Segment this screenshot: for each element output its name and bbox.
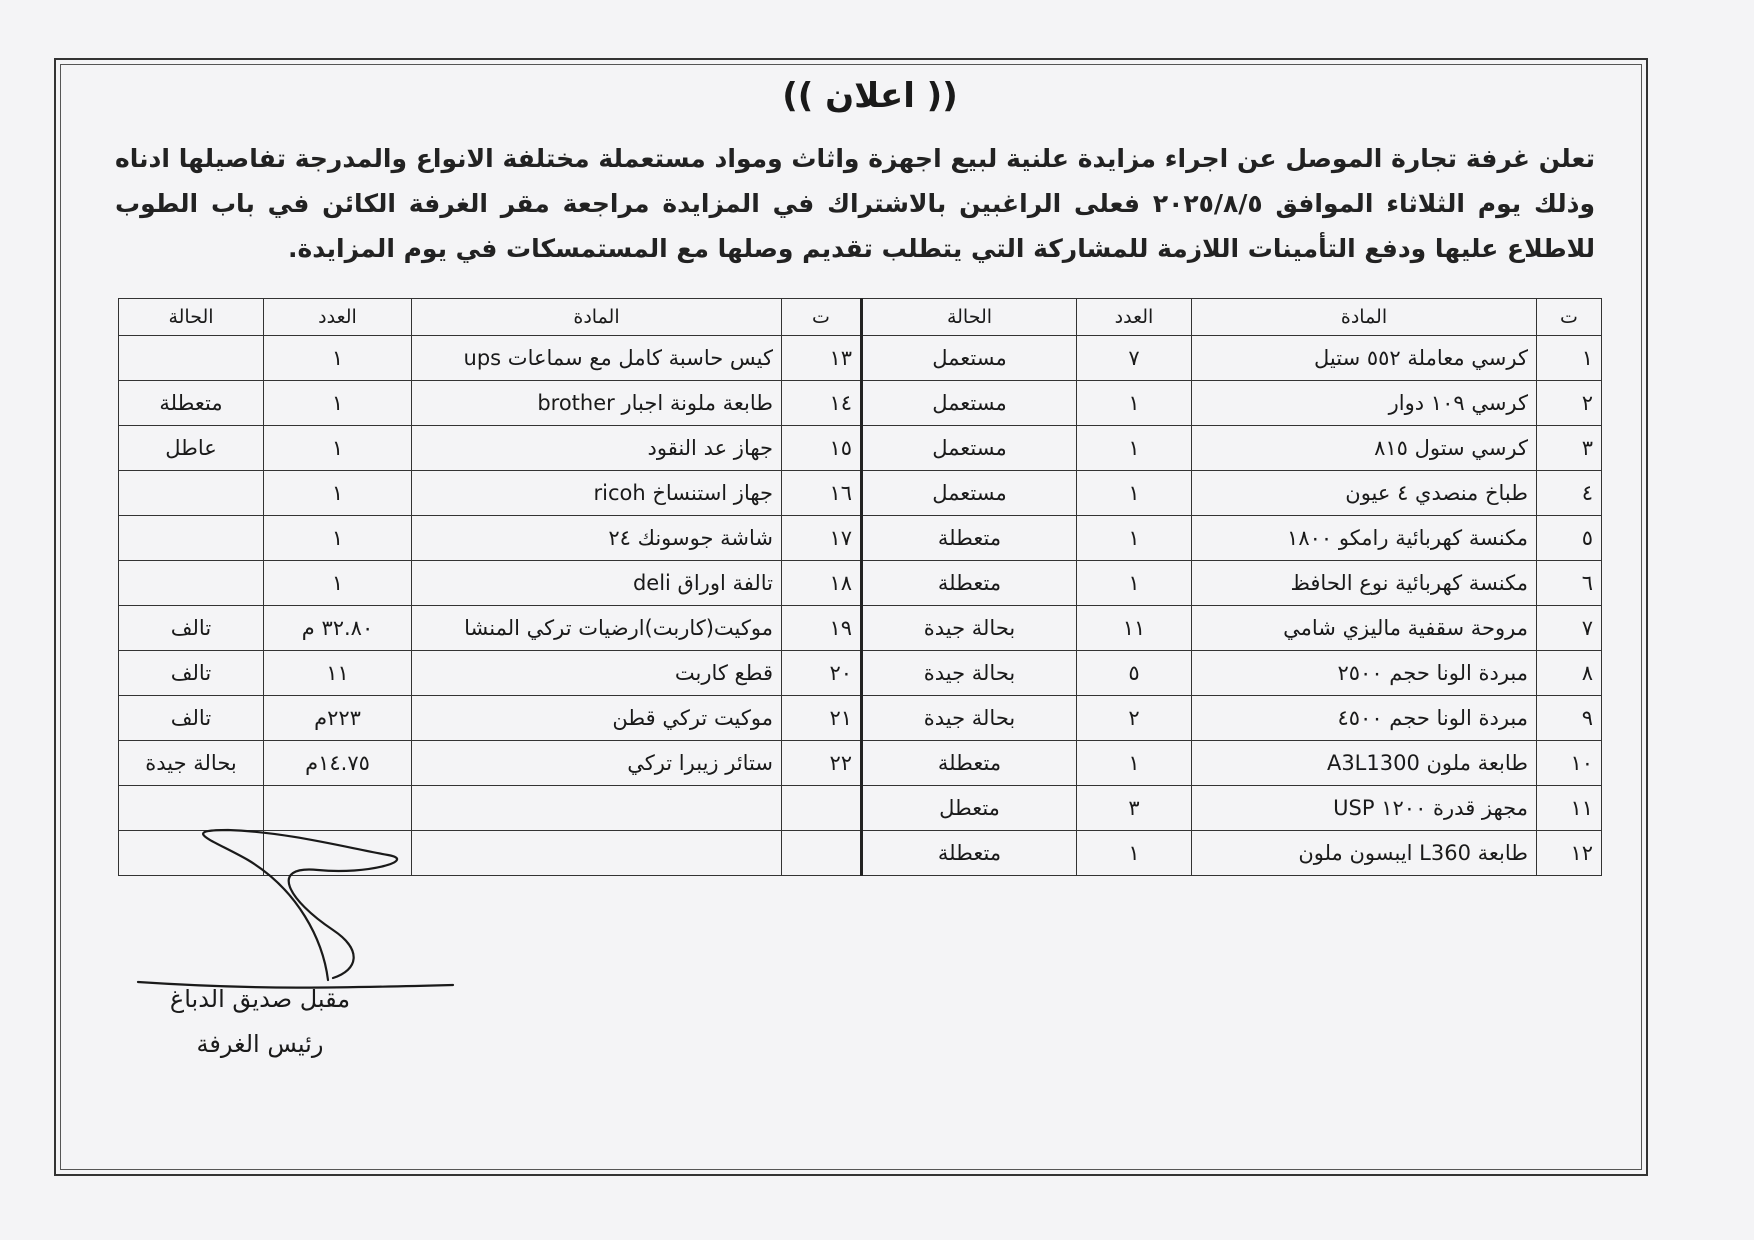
cell-item: كيس حاسبة كامل مع سماعات ups [412,336,782,381]
cell-qty: ١١ [1077,606,1192,651]
cell-no: ٥ [1537,516,1602,561]
cell-qty: ١ [1077,741,1192,786]
cell-no: ٩ [1537,696,1602,741]
cell-item: مكنسة كهربائية رامكو ١٨٠٠ [1192,516,1537,561]
cell-status [119,516,264,561]
cell-no: ١٧ [782,516,862,561]
cell-qty: ١ [1077,831,1192,876]
header-item: المادة [412,299,782,336]
cell-status: بحالة جيدة [862,651,1077,696]
cell-item: طابعة L360 ايبسون ملون [1192,831,1537,876]
table-row [119,651,1602,696]
header-status: الحالة [119,299,264,336]
cell-qty: ١ [1077,471,1192,516]
cell-status: متعطلة [862,561,1077,606]
cell-status: بحالة جيدة [862,696,1077,741]
cell-status: بحالة جيدة [119,741,264,786]
cell-item: مجهز قدرة ١٢٠٠ USP [1192,786,1537,831]
cell-qty: ١ [1077,516,1192,561]
table-row [119,741,1602,786]
cell-no: ١٥ [782,426,862,471]
items-table [118,298,1602,876]
cell-item: مبردة الونا حجم ٢٥٠٠ [1192,651,1537,696]
header-no: ت [1537,299,1602,336]
signatory-name: مقبل صديق الدباغ [169,985,351,1013]
cell-status: عاطل [119,426,264,471]
cell-status: متعطلة [119,381,264,426]
header-qty: العدد [1077,299,1192,336]
cell-item: كرسي معاملة ٥٥٢ ستيل [1192,336,1537,381]
cell-qty: ١ [264,426,412,471]
cell-qty: ١ [264,471,412,516]
cell-item: جهاز عد النقود [412,426,782,471]
cell-no: ٢٠ [782,651,862,696]
header-status: الحالة [862,299,1077,336]
cell-no: ١٣ [782,336,862,381]
cell-qty: ١ [264,561,412,606]
cell-qty: ١ [1077,381,1192,426]
cell-no: ١٩ [782,606,862,651]
cell-item: شاشة جوسونك ٢٤ [412,516,782,561]
table-row [119,516,1602,561]
announcement-body: تعلن غرفة تجارة الموصل عن اجراء مزايدة علنية لبيع اجهزة واثاث ومواد مستعملة مختلفة الانواع والمدرجة تفاصيلها ادناه وذلك يوم الثلاثاء الموافق ٢٠٢٥/٨/٥ فعلى الراغبين بالاشتراك في المزايدة مراجعة مقر الغرفة الكائن في باب الطوب للاطلاع عليها ودفع التأمينات اللازمة للمشاركة التي يتطلب تقديم وصلها مع المستمسكات في يوم المزايدة. [115,144,1596,263]
cell-status: متعطلة [862,831,1077,876]
cell-status: مستعمل [862,426,1077,471]
cell-status: متعطل [862,786,1077,831]
cell-qty: ١ [1077,561,1192,606]
cell-qty: ١ [264,516,412,561]
header-no: ت [782,299,862,336]
cell-status: مستعمل [862,336,1077,381]
cell-status [119,336,264,381]
table-row [119,606,1602,651]
cell-no: ١٦ [782,471,862,516]
table-row [119,381,1602,426]
cell-no [782,786,862,831]
cell-no: ٦ [1537,561,1602,606]
cell-item: مكنسة كهربائية نوع الحافظ [1192,561,1537,606]
cell-no: ٤ [1537,471,1602,516]
cell-status: تالف [119,696,264,741]
cell-item: طباخ منصدي ٤ عيون [1192,471,1537,516]
cell-qty: ٥ [1077,651,1192,696]
cell-no: ١٢ [1537,831,1602,876]
cell-item: مبردة الونا حجم ٤٥٠٠ [1192,696,1537,741]
cell-no: ١١ [1537,786,1602,831]
table-header-row [119,299,1602,336]
cell-status: مستعمل [862,381,1077,426]
cell-status: متعطلة [862,516,1077,561]
cell-status: مستعمل [862,471,1077,516]
signature-scribble [118,820,478,1000]
cell-item: موكيت(كاربت)ارضيات تركي المنشا [412,606,782,651]
cell-item: كرسي ١٠٩ دوار [1192,381,1537,426]
header-item: المادة [1192,299,1537,336]
cell-no: ١٤ [782,381,862,426]
cell-item: ستائر زيبرا تركي [412,741,782,786]
cell-no: ٢ [1537,381,1602,426]
cell-item: طابعة ملونة اجبار brother [412,381,782,426]
table-row [119,471,1602,516]
cell-item: تالفة اوراق deli [412,561,782,606]
cell-no: ١٠ [1537,741,1602,786]
cell-item: قطع كاربت [412,651,782,696]
cell-status [119,561,264,606]
cell-status: تالف [119,651,264,696]
table-row [119,696,1602,741]
cell-status: متعطلة [862,741,1077,786]
cell-qty: ٧ [1077,336,1192,381]
cell-no: ٢١ [782,696,862,741]
cell-qty: ١ [264,336,412,381]
cell-no [782,831,862,876]
cell-no: ٧ [1537,606,1602,651]
cell-status: بحالة جيدة [862,606,1077,651]
cell-status [119,471,264,516]
cell-no: ٢٢ [782,741,862,786]
cell-status: تالف [119,606,264,651]
signatory-title: رئيس الغرفة [196,1030,324,1058]
cell-no: ٣ [1537,426,1602,471]
cell-item: كرسي ستول ٨١٥ [1192,426,1537,471]
cell-no: ١ [1537,336,1602,381]
table-row [119,561,1602,606]
cell-item: طابعة ملون A3L1300 [1192,741,1537,786]
announcement-title: (( اعلان )) [782,76,958,116]
table-row [119,336,1602,381]
cell-qty: ١ [264,381,412,426]
cell-no: ١٨ [782,561,862,606]
cell-qty: ١٤.٧٥م [264,741,412,786]
header-qty: العدد [264,299,412,336]
cell-item: جهاز استنساخ ricoh [412,471,782,516]
cell-qty: ٢٢٣م [264,696,412,741]
cell-qty: ٣ [1077,786,1192,831]
cell-qty: ٣٢.٨٠ م [264,606,412,651]
cell-item: مروحة سقفية ماليزي شامي [1192,606,1537,651]
cell-no: ٨ [1537,651,1602,696]
table-row [119,426,1602,471]
cell-qty: ١١ [264,651,412,696]
cell-qty: ٢ [1077,696,1192,741]
cell-qty: ١ [1077,426,1192,471]
cell-item: موكيت تركي قطن [412,696,782,741]
